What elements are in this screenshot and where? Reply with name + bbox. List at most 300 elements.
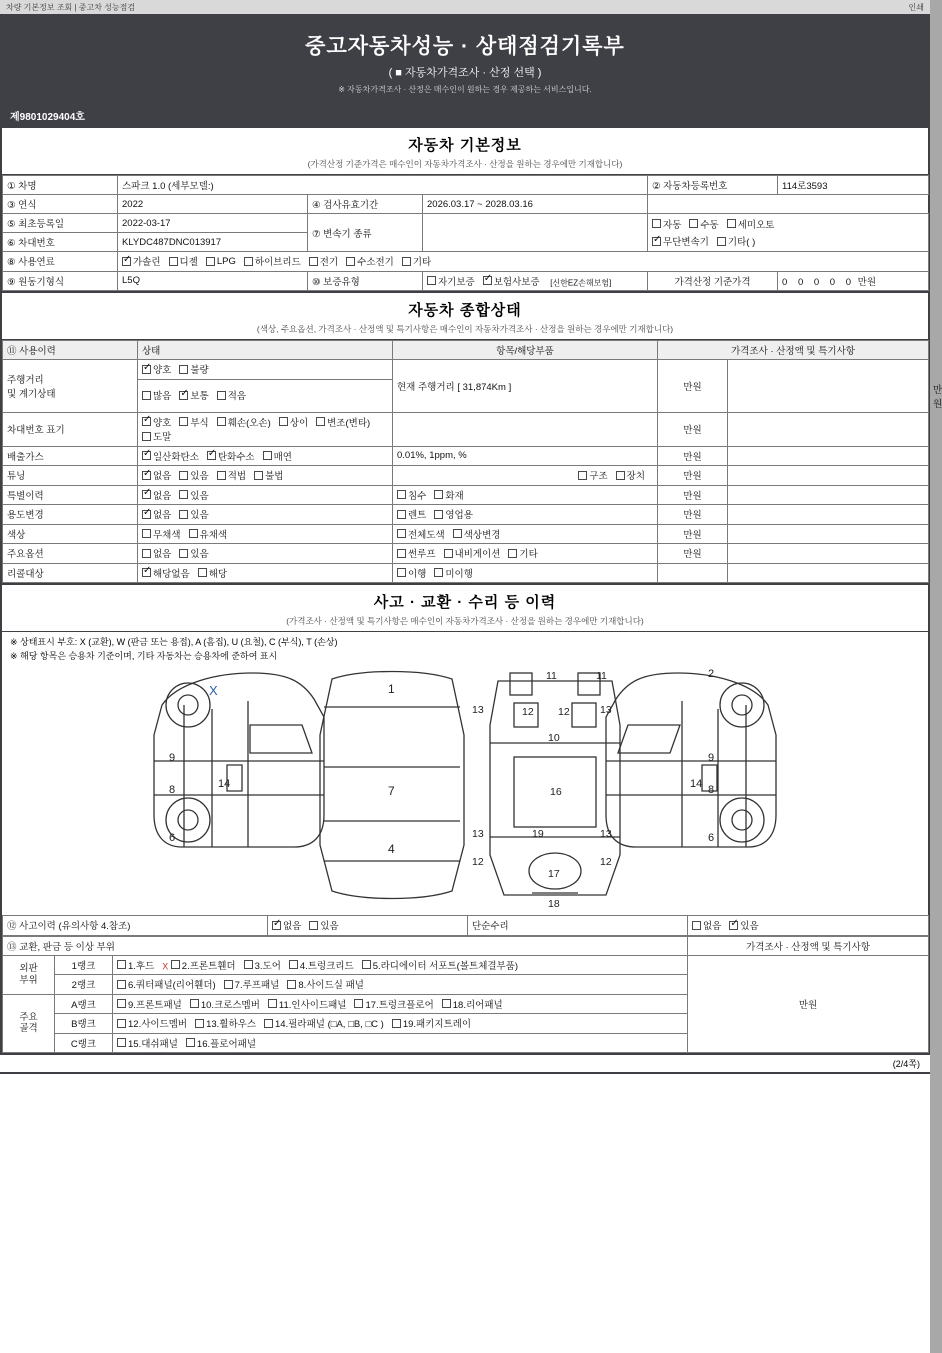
overall-remark[interactable] <box>728 466 929 486</box>
checkbox-box[interactable] <box>354 999 363 1008</box>
transmission-option[interactable] <box>652 234 709 248</box>
table-row <box>3 195 929 214</box>
part-option[interactable] <box>117 958 154 972</box>
checkbox-box[interactable] <box>346 257 355 266</box>
part-option[interactable] <box>224 977 280 991</box>
checkbox-box[interactable] <box>142 471 151 480</box>
state-option[interactable] <box>217 415 271 429</box>
svg-text:9: 9 <box>708 752 715 764</box>
checkbox-box[interactable] <box>186 1038 195 1047</box>
item-option[interactable] <box>434 566 473 580</box>
overall-row-states[interactable] <box>138 379 393 412</box>
checkbox-box[interactable] <box>217 391 226 400</box>
checkbox-label: 15.대쉬패널 <box>128 1038 178 1050</box>
state-option[interactable] <box>142 546 171 560</box>
checkbox-box[interactable] <box>397 510 406 519</box>
state-option[interactable] <box>217 468 246 482</box>
item-option[interactable] <box>397 488 426 502</box>
fuel-option[interactable] <box>244 254 301 268</box>
checkbox-box[interactable] <box>434 490 443 499</box>
trans-options[interactable] <box>648 214 929 252</box>
state-option[interactable] <box>179 388 208 402</box>
item-option[interactable] <box>397 507 426 521</box>
state-option[interactable] <box>142 566 190 580</box>
checkbox-label: 11.인사이드패널 <box>278 999 347 1011</box>
checkbox-box[interactable] <box>309 921 318 930</box>
part-option[interactable] <box>442 997 503 1011</box>
reg-no-value: 114로3593 <box>778 176 929 195</box>
checkbox-box[interactable] <box>652 219 661 228</box>
checkbox-box[interactable] <box>190 999 199 1008</box>
car-damage-diagram <box>2 665 928 915</box>
checkbox-label: 12.사이드멤버 <box>128 1019 188 1030</box>
parts-items[interactable] <box>113 1014 688 1034</box>
checkbox-box[interactable] <box>117 1038 126 1047</box>
svg-text:12: 12 <box>558 706 570 718</box>
checkbox-label: 수동 <box>700 219 719 231</box>
overall-item-text: 현재 주행거리 [ 31,874Km ] <box>397 381 512 393</box>
fuel-option[interactable] <box>309 254 338 268</box>
checkbox-box[interactable] <box>453 529 462 538</box>
checkbox-box[interactable] <box>179 490 188 499</box>
checkbox-box[interactable] <box>117 1019 126 1028</box>
state-option[interactable] <box>217 388 246 402</box>
state-option[interactable] <box>279 415 308 429</box>
overall-remark[interactable] <box>728 360 929 413</box>
state-option[interactable] <box>179 362 208 376</box>
parts-rank-label: 1랭크 <box>55 955 113 975</box>
checkbox-box[interactable] <box>179 391 188 400</box>
state-option[interactable] <box>179 546 208 560</box>
col-price: 가격조사 · 산정액 및 특기사항 <box>658 341 929 360</box>
overall-item-cell[interactable] <box>393 544 658 564</box>
checkbox-box[interactable] <box>142 490 151 499</box>
parts-items[interactable]: 1.후드 X 2.프론트휀더 3.도어 4.트렁크리드 5.라디에이터 서포트(볼트체결부품) <box>113 955 688 975</box>
table-row <box>3 524 929 544</box>
checkbox-box[interactable] <box>142 568 151 577</box>
overall-item-cell[interactable] <box>393 360 658 413</box>
checkbox-box[interactable] <box>142 391 151 400</box>
checkbox-box[interactable] <box>316 417 325 426</box>
state-option[interactable] <box>179 415 208 429</box>
part-option[interactable] <box>244 958 281 972</box>
overall-row-states[interactable] <box>138 485 393 505</box>
parts-rank-label: B랭크 <box>55 1014 113 1034</box>
checkbox-label: 3.도어 <box>254 960 281 972</box>
table-header-row <box>3 341 929 360</box>
checkbox-box[interactable] <box>117 999 126 1008</box>
fuel-option[interactable] <box>169 254 198 268</box>
part-option[interactable] <box>264 1016 384 1030</box>
checkbox-label: 전기 <box>319 257 339 268</box>
part-option[interactable] <box>289 958 354 972</box>
checkbox-box[interactable] <box>122 257 131 266</box>
state-option[interactable] <box>316 415 370 429</box>
history-options[interactable] <box>268 916 468 936</box>
state-option[interactable] <box>142 468 171 482</box>
state-option[interactable] <box>189 527 228 541</box>
overall-amount-unit: 만원 <box>658 466 728 486</box>
checkbox-box[interactable] <box>179 549 188 558</box>
checkbox-label: 4.트렁크리드 <box>299 960 354 972</box>
checkbox-box[interactable] <box>692 921 701 930</box>
checkbox-box[interactable] <box>309 257 318 266</box>
checkbox-label: LPG <box>216 255 236 267</box>
table-row <box>3 176 929 195</box>
checkbox-box[interactable] <box>179 471 188 480</box>
overall-remark[interactable] <box>728 485 929 505</box>
svg-text:13: 13 <box>600 704 612 716</box>
checkbox-box[interactable] <box>198 568 207 577</box>
topstrip-right-text: 인쇄 <box>908 2 924 12</box>
checkbox-label: 있음 <box>190 510 209 521</box>
checkbox-box[interactable] <box>483 276 492 285</box>
checkbox-box[interactable] <box>289 960 298 969</box>
fuel-options[interactable] <box>118 252 929 272</box>
item-option[interactable] <box>434 488 463 502</box>
checkbox-box[interactable] <box>217 471 226 480</box>
checkbox-label: 5.라디에이터 서포트(볼트체결부품) <box>372 960 519 972</box>
col-state: 상태 <box>138 341 393 360</box>
checkbox-box[interactable] <box>169 257 178 266</box>
checkbox-box[interactable] <box>142 451 151 460</box>
svg-text:7: 7 <box>388 784 395 798</box>
checkbox-box[interactable] <box>392 1019 401 1028</box>
checkbox-box[interactable] <box>142 529 151 538</box>
overall-item-cell[interactable] <box>393 485 658 505</box>
overall-amount-unit: 만원 <box>658 485 728 505</box>
checkbox-box[interactable] <box>263 451 272 460</box>
state-option[interactable] <box>142 507 171 521</box>
checkbox-box[interactable] <box>224 980 233 989</box>
parts-group-label: 외판 부위 <box>3 955 55 994</box>
checkbox-label: 화재 <box>445 490 464 502</box>
checkbox-box[interactable] <box>206 257 215 266</box>
checkbox-label: 1.후드 <box>128 960 155 972</box>
item-option[interactable] <box>397 546 436 560</box>
overall-item-cell[interactable] <box>393 412 658 446</box>
state-option[interactable] <box>179 488 208 502</box>
svg-text:6: 6 <box>169 832 176 844</box>
overall-item-cell[interactable] <box>393 524 658 544</box>
checkbox-box[interactable] <box>264 1019 273 1028</box>
warranty-option[interactable] <box>427 274 475 288</box>
checkbox-box[interactable] <box>729 921 738 930</box>
item-option[interactable] <box>397 527 445 541</box>
checkbox-box[interactable] <box>179 510 188 519</box>
checkbox-box[interactable] <box>195 1019 204 1028</box>
col-item: 항목/해당부품 <box>393 341 658 360</box>
part-option[interactable] <box>117 997 182 1011</box>
checkbox-box[interactable] <box>689 219 698 228</box>
part-option[interactable] <box>117 1036 178 1050</box>
item-option[interactable] <box>444 546 501 560</box>
svg-text:13: 13 <box>600 828 612 840</box>
checkbox-box[interactable] <box>142 510 151 519</box>
footer-strip <box>0 1072 930 1098</box>
overall-remark[interactable] <box>728 412 929 446</box>
state-option[interactable] <box>142 362 171 376</box>
transmission-option[interactable] <box>727 217 775 231</box>
transmission-option[interactable] <box>717 234 755 248</box>
checkbox-label: 이행 <box>408 568 427 580</box>
overall-row-states[interactable] <box>138 446 393 466</box>
fuel-option[interactable] <box>402 254 431 268</box>
overall-row-states[interactable] <box>138 544 393 564</box>
checkbox-label: 있음 <box>190 490 209 502</box>
checkbox-label: 전체도색 <box>408 529 445 541</box>
svg-text:8: 8 <box>708 784 715 796</box>
table-row <box>3 466 929 486</box>
overall-row-states[interactable] <box>138 505 393 525</box>
checkbox-label: 있음 <box>190 549 209 560</box>
checkbox-label: 하이브리드 <box>254 257 301 268</box>
overall-item-cell[interactable] <box>393 446 658 466</box>
overall-amount-unit: 만원 <box>658 524 728 544</box>
checkbox-box[interactable] <box>254 471 263 480</box>
table-row <box>3 505 929 525</box>
multi-repair-options[interactable] <box>688 916 929 936</box>
item-option[interactable] <box>578 468 607 482</box>
checkbox-label: 장치 <box>626 471 645 482</box>
checkbox-box[interactable] <box>142 417 151 426</box>
checkbox-box[interactable] <box>179 417 188 426</box>
state-option[interactable] <box>207 449 255 463</box>
checkbox-box[interactable] <box>397 529 406 538</box>
overall-amount-unit: 만원 <box>658 505 728 525</box>
state-option[interactable] <box>179 507 208 521</box>
table-row <box>3 544 929 564</box>
page-number: (2/4쪽) <box>892 1059 920 1069</box>
overall-item-cell[interactable] <box>393 505 658 525</box>
item-option[interactable] <box>616 468 645 482</box>
overall-remark[interactable] <box>728 505 929 525</box>
basic-desc: (가격산정 기준가격은 매수인이 자동차가격조사 · 산정을 원하는 경우에만 기재합니다) <box>307 159 623 169</box>
checkbox-box[interactable] <box>397 490 406 499</box>
overall-row-states[interactable] <box>138 466 393 486</box>
checkbox-label: 있음 <box>190 471 209 482</box>
checkbox-label: 양호 <box>153 417 172 429</box>
part-option[interactable] <box>186 1036 256 1050</box>
price-value <box>778 271 929 291</box>
svg-text:10: 10 <box>548 732 560 744</box>
overall-row-states[interactable] <box>138 412 393 446</box>
fuel-option[interactable] <box>346 254 394 268</box>
checkbox-box[interactable] <box>279 417 288 426</box>
state-option[interactable] <box>142 527 181 541</box>
accident-history-table <box>2 915 929 936</box>
checkbox-box[interactable] <box>427 276 436 285</box>
svg-text:8: 8 <box>169 784 176 796</box>
state-option[interactable] <box>198 566 227 580</box>
checkbox-label: 변조(변타) <box>327 417 371 429</box>
checkbox-box[interactable] <box>727 219 736 228</box>
part-option[interactable] <box>392 1016 471 1030</box>
checkbox-box[interactable] <box>578 471 587 480</box>
checkbox-box[interactable] <box>434 510 443 519</box>
checkbox-box[interactable] <box>268 999 277 1008</box>
checkbox-label: 14.필라패널 (□A, □B, □C ) <box>275 1019 384 1030</box>
transmission-option[interactable] <box>689 217 718 231</box>
part-option[interactable] <box>117 977 216 991</box>
overall-state-table <box>2 340 942 583</box>
svg-text:14: 14 <box>218 778 231 790</box>
checkbox-box[interactable] <box>142 549 151 558</box>
fuel-option[interactable] <box>206 256 236 267</box>
checkbox-label: 17.트렁크플로어 <box>365 999 434 1011</box>
accident-history-option[interactable] <box>272 918 301 932</box>
overall-remark[interactable] <box>728 446 929 466</box>
checkbox-box[interactable] <box>442 999 451 1008</box>
checkbox-box[interactable] <box>189 529 198 538</box>
item-option[interactable] <box>453 527 501 541</box>
warranty-option[interactable] <box>483 274 540 288</box>
overall-remark[interactable] <box>728 524 929 544</box>
svg-text:13: 13 <box>472 828 484 840</box>
checkbox-label: 없음 <box>703 921 722 932</box>
svg-text:12: 12 <box>600 856 612 868</box>
checkbox-label: 자동 <box>663 219 682 231</box>
state-option[interactable] <box>254 468 283 482</box>
item-option[interactable] <box>397 566 426 580</box>
parts-items[interactable] <box>113 1033 688 1053</box>
overall-remark[interactable] <box>728 563 929 583</box>
checkbox-box[interactable] <box>508 549 517 558</box>
fuel-option[interactable] <box>122 254 161 268</box>
section-basic-info-title <box>2 128 928 175</box>
checkbox-label: 매연 <box>273 451 292 463</box>
part-option[interactable] <box>362 958 518 972</box>
simple-repair-option[interactable] <box>692 918 721 932</box>
svg-text:12: 12 <box>472 856 484 868</box>
overall-amount-unit: 만원 <box>658 360 728 413</box>
overall-row-states[interactable] <box>138 360 393 380</box>
checkbox-label: 없음 <box>283 921 302 932</box>
checkbox-box[interactable] <box>207 451 216 460</box>
overall-item-cell[interactable] <box>393 466 658 486</box>
svg-text:4: 4 <box>388 842 395 856</box>
state-option[interactable] <box>142 388 171 402</box>
checkbox-box[interactable] <box>287 980 296 989</box>
svg-text:6: 6 <box>708 832 715 844</box>
year-label: ③ 연식 <box>3 195 118 214</box>
parts-rank-label: 2랭크 <box>55 975 113 995</box>
part-option[interactable] <box>171 958 236 972</box>
inspect-label: ④ 검사유효기간 <box>308 195 423 214</box>
overall-row-states[interactable] <box>138 524 393 544</box>
state-option[interactable] <box>142 429 171 443</box>
checkbox-box[interactable] <box>272 921 281 930</box>
part-option[interactable] <box>268 997 347 1011</box>
state-option[interactable] <box>142 415 171 429</box>
car-diagram-svg <box>2 665 928 910</box>
price-unit: 만원 <box>857 276 876 288</box>
part-option[interactable] <box>195 1016 256 1030</box>
document-number: 제9801029404호 <box>0 105 930 128</box>
topstrip-left-text: 차량 기본정보 조회 | 중고차 성능점검 <box>6 2 136 12</box>
state-option[interactable] <box>142 449 199 463</box>
state-option[interactable] <box>142 488 171 502</box>
part-option[interactable] <box>190 997 260 1011</box>
checkbox-label: 해당 <box>208 568 228 580</box>
warranty-label: ⑩ 보증유형 <box>308 271 423 291</box>
checkbox-label: 영업용 <box>445 510 473 521</box>
table-row: 많음 ✓ 보통 적음 만원 <box>3 379 929 412</box>
checkbox-label: 미이행 <box>445 568 473 580</box>
price-label: 가격산정 기준가격 <box>648 271 778 291</box>
checkbox-box[interactable] <box>616 471 625 480</box>
checkbox-box[interactable] <box>171 960 180 969</box>
overall-title: 자동차 종합상태 <box>408 302 522 319</box>
checkbox-box[interactable] <box>652 237 661 246</box>
checkbox-label: 해당없음 <box>153 568 190 580</box>
checkbox-box[interactable] <box>179 365 188 374</box>
basic-title: 자동차 기본정보 <box>408 137 522 154</box>
simple-repair-option[interactable] <box>729 918 758 932</box>
first-reg-label: ⑤ 최초등록일 <box>3 214 118 233</box>
checkbox-box[interactable] <box>117 980 126 989</box>
parts-items[interactable] <box>113 994 688 1014</box>
checkbox-box[interactable] <box>142 432 151 441</box>
overall-remark[interactable] <box>728 544 929 564</box>
checkbox-box[interactable] <box>434 568 443 577</box>
checkbox-box[interactable] <box>397 549 406 558</box>
parts-items[interactable] <box>113 975 688 995</box>
part-option[interactable] <box>287 977 364 991</box>
item-option[interactable] <box>508 546 537 560</box>
parts-amount: 만원 <box>688 955 929 1053</box>
state-option[interactable] <box>263 449 292 463</box>
checkbox-label: 구조 <box>589 471 608 482</box>
overall-item-cell[interactable] <box>393 563 658 583</box>
overall-row-states[interactable] <box>138 563 393 583</box>
checkbox-label: 보험사보증 <box>493 276 540 288</box>
checkbox-box[interactable] <box>402 257 411 266</box>
checkbox-box[interactable] <box>117 960 126 969</box>
checkbox-label: 있음 <box>740 921 759 932</box>
checkbox-box[interactable] <box>397 568 406 577</box>
checkbox-box[interactable] <box>142 365 151 374</box>
checkbox-box[interactable] <box>244 257 253 266</box>
overall-row-label: 주행거리 및 계기상태 <box>3 360 138 413</box>
browser-top-strip <box>0 0 930 14</box>
checkbox-label: 침수 <box>408 490 427 502</box>
state-option[interactable] <box>179 468 208 482</box>
transmission-option[interactable] <box>652 217 681 231</box>
item-option[interactable] <box>434 507 473 521</box>
accident-history-option[interactable] <box>309 918 338 932</box>
section-overall-title <box>2 291 928 340</box>
parts-table <box>2 936 929 1054</box>
checkbox-box[interactable] <box>362 960 371 969</box>
vin-label: ⑥ 차대번호 <box>3 233 118 252</box>
checkbox-box[interactable] <box>244 960 253 969</box>
part-option[interactable] <box>117 1016 187 1030</box>
checkbox-label: 색상변경 <box>463 529 501 541</box>
warranty-options[interactable] <box>423 271 648 291</box>
checkbox-box[interactable] <box>444 549 453 558</box>
parts-group-label: 주요 골격 <box>3 994 55 1053</box>
checkbox-box[interactable] <box>217 417 226 426</box>
part-option[interactable] <box>354 997 433 1011</box>
document-body <box>0 128 942 1055</box>
table-row <box>3 360 929 380</box>
checkbox-label: 2.프론트휀더 <box>181 960 236 972</box>
svg-text:11: 11 <box>546 670 557 682</box>
svg-text:2: 2 <box>708 668 715 680</box>
checkbox-box[interactable] <box>717 237 726 246</box>
trans-label: ⑦ 변속기 종류 <box>308 214 423 252</box>
